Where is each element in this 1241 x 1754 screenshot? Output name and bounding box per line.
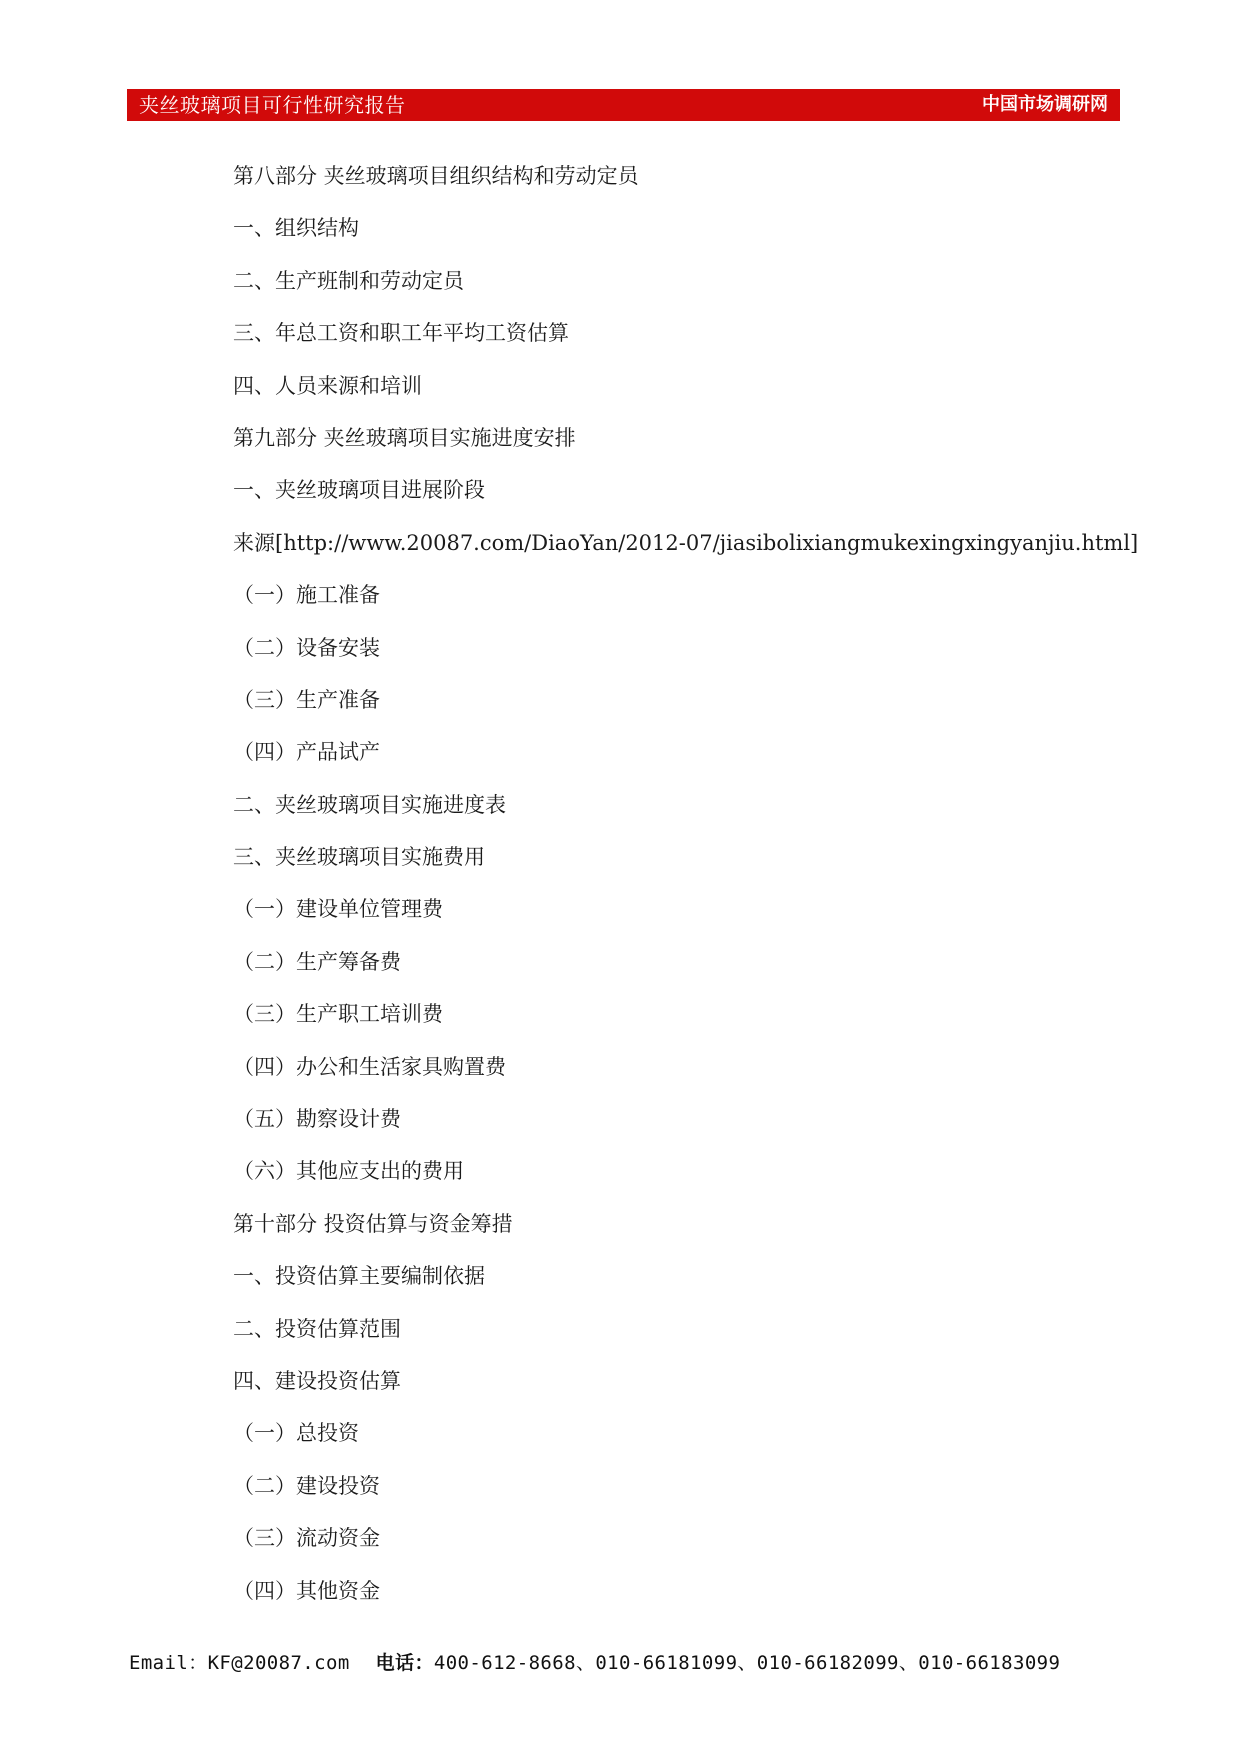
toc-line: （三）生产准备 [233, 687, 380, 712]
brand-name: 中国市场调研网 [982, 94, 1108, 115]
toc-line: （四）办公和生活家具购置费 [233, 1054, 506, 1079]
report-title: 夹丝玻璃项目可行性研究报告 [139, 93, 406, 117]
toc-line: 二、投资估算范围 [233, 1316, 401, 1341]
toc-line: 二、夹丝玻璃项目实施进度表 [233, 792, 506, 817]
contact-footer [129, 1648, 1060, 1675]
toc-line: 三、年总工资和职工年平均工资估算 [233, 321, 569, 346]
toc-line: 第八部分 夹丝玻璃项目组织结构和劳动定员 [233, 164, 639, 188]
toc-line: 一、夹丝玻璃项目进展阶段 [233, 478, 485, 503]
toc-line: 三、夹丝玻璃项目实施费用 [233, 845, 485, 870]
toc-line: （二）生产筹备费 [233, 949, 401, 974]
toc-line: （一）建设单位管理费 [233, 897, 443, 922]
toc-line: 四、建设投资估算 [233, 1368, 401, 1393]
toc-line: （三）生产职工培训费 [233, 1002, 443, 1027]
toc-line: （五）勘察设计费 [233, 1107, 401, 1132]
table-of-contents [233, 159, 1139, 1626]
source-link-line: 来源[http://www.20087.com/DiaoYan/2012-07/jiasibolixiangmukexingxingyanjiu.html] [233, 530, 1139, 555]
footer-email: Email：KF@20087.com [129, 1652, 350, 1674]
toc-line: （六）其他应支出的费用 [233, 1159, 464, 1184]
toc-line: （四）其他资金 [233, 1578, 380, 1603]
toc-line: （一）施工准备 [233, 583, 380, 608]
footer-phone-numbers: 400-612-8668、010-66181099、010-66182099、010-66183099 [433, 1652, 1061, 1674]
toc-line: （二）建设投资 [233, 1473, 380, 1498]
footer-phone-label: 电话： [375, 1652, 434, 1674]
toc-line: （一）总投资 [233, 1421, 359, 1446]
toc-line: 四、人员来源和培训 [233, 373, 422, 398]
toc-line: 一、投资估算主要编制依据 [233, 1264, 485, 1289]
toc-line: 二、生产班制和劳动定员 [233, 268, 464, 293]
toc-line: （三）流动资金 [233, 1526, 380, 1551]
toc-line: （二）设备安装 [233, 635, 380, 660]
toc-line: 第九部分 夹丝玻璃项目实施进度安排 [233, 425, 576, 450]
toc-line: 一、组织结构 [233, 216, 359, 241]
toc-line: （四）产品试产 [233, 740, 380, 765]
toc-line: 第十部分 投资估算与资金筹措 [233, 1211, 513, 1236]
report-header-bar [127, 89, 1120, 121]
